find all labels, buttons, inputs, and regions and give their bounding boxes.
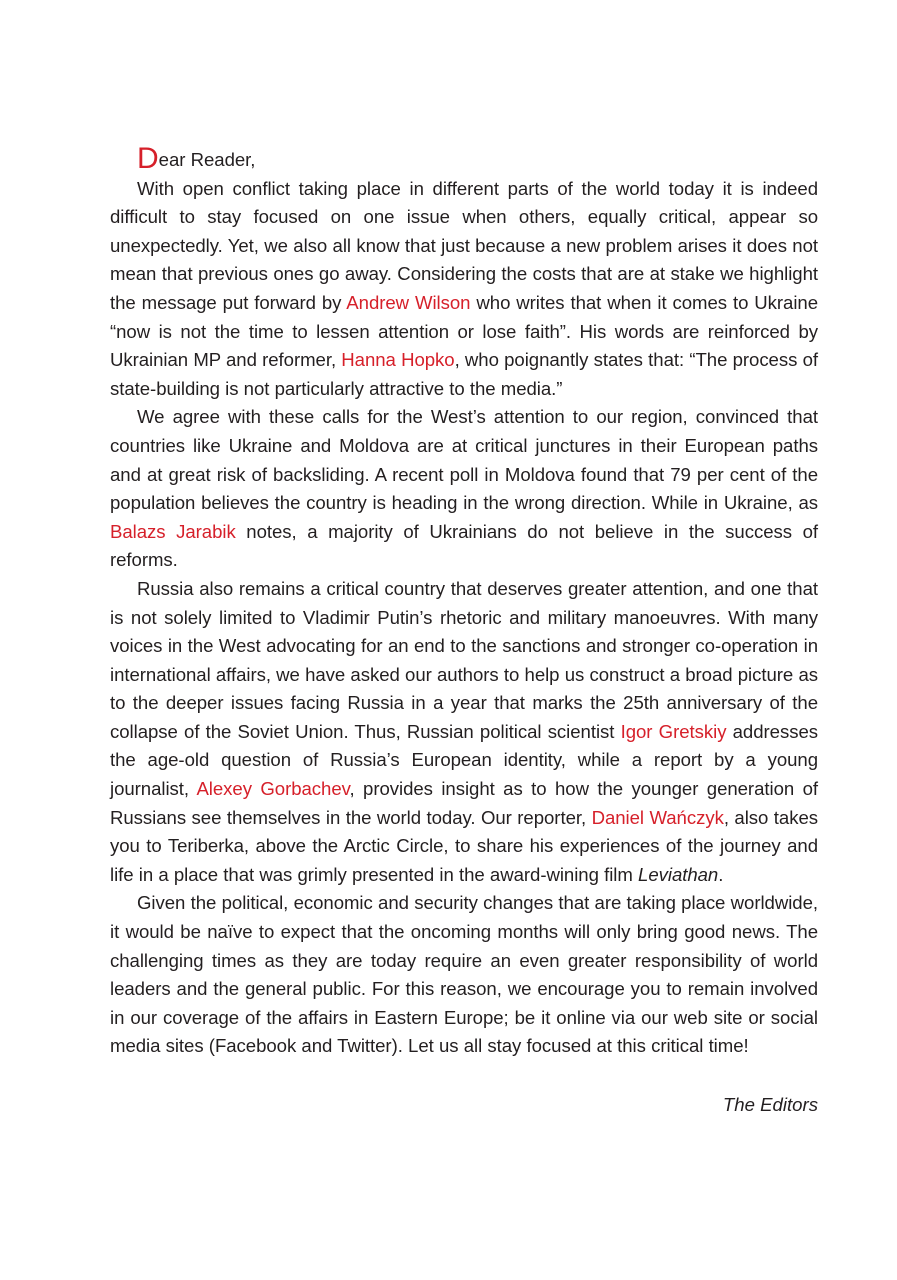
salutation-line xyxy=(110,142,818,175)
author-name: Daniel Wańczyk xyxy=(591,806,724,828)
editorial-letter-body xyxy=(110,142,819,1120)
author-name: Igor Gretskiy xyxy=(620,720,727,742)
film-title: Leviathan xyxy=(638,863,719,885)
body-text: who writes that when it comes to Ukraine “now is not the time to lessen attention or lose faith”. His words are reinforced by Ukrainian MP and reformer, xyxy=(110,291,819,371)
paragraph-3 xyxy=(110,575,818,890)
author-name: Alexey Gorbachev xyxy=(196,778,350,800)
author-name: Andrew Wilson xyxy=(346,291,471,313)
body-text: addresses the age-old question of Russia’s European identity, while a report by a young journalist, xyxy=(110,720,818,800)
body-text: , who poignantly states that: “The process of state-building is not particularly attractive to the media.” xyxy=(110,349,818,399)
body-text: , also takes you to Teriberka, above the Arctic Circle, to share his experiences of the journey and life in a place that was grimly presented in the award-wining film xyxy=(110,806,818,885)
paragraph-4 xyxy=(110,889,818,1061)
author-name: Balazs Jarabik xyxy=(110,520,236,542)
paragraph-1 xyxy=(110,175,818,404)
signature: The Editors xyxy=(722,1094,818,1115)
body-text: , provides insight as to how the younger generation of Russians see themselves in the world today. Our reporter, xyxy=(110,778,818,828)
body-text: With open conflict taking place in different parts of the world today it is indeed difficult to stay focused on one issue when others, equally critical, appear so unexpectedly. Yet, we also all know that just because a new problem arises it does not mean that previous ones go away. Considering the costs that are at stake we highlight the message put forward by xyxy=(110,177,818,313)
body-text: . xyxy=(718,863,724,885)
paragraph-2 xyxy=(110,403,818,575)
body-text: notes, a majority of Ukrainians do not believe in the success of reforms. xyxy=(110,520,818,571)
drop-cap: D xyxy=(137,142,159,175)
salutation-rest: ear Reader, xyxy=(158,149,256,170)
body-text: Given the political, economic and security changes that are taking place worldwide, it would be naïve to expect that the oncoming months will only bring good news. The challenging times as they are today require an even greater responsibility of world leaders and the general public. For this reason, we encourage you to remain involved in our coverage of the affairs in Eastern Europe; be it online via our web site or social media sites (Facebook and Twitter). Let us all stay focused at this critical time! xyxy=(110,892,818,1057)
body-text: We agree with these calls for the West’s attention to our region, convinced that countries like Ukraine and Moldova are at critical junctures in their European paths and at great risk of backsliding. A recent poll in Moldova found that 79 per cent of the population believes the country is heading in the wrong direction. While in Ukraine, as xyxy=(110,406,818,514)
author-name: Hanna Hopko xyxy=(341,349,455,371)
body-text: Russia also remains a critical country that deserves greater attention, and one that is not solely limited to Vladimir Putin’s rhetoric and military manoeuvres. With many voices in the West advocating for an end to the sanctions and stronger co-operation in international affairs, we have asked our authors to help us construct a broad picture as to the deeper issues facing Russia in a year that marks the 25th anniversary of the collapse of the Soviet Union. Thus, Russian political scientist xyxy=(110,577,818,742)
